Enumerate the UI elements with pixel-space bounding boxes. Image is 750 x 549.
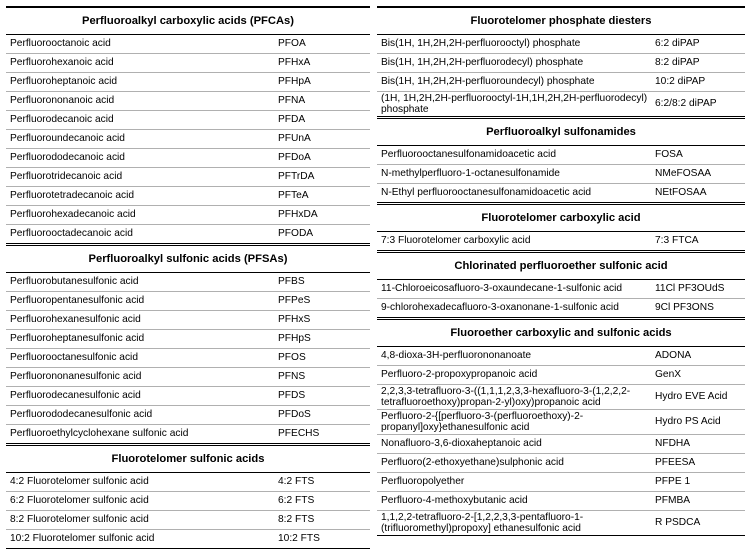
compound-abbreviation: PFEESA	[655, 457, 696, 468]
compound-name: Perfluorododecanoic acid	[10, 152, 125, 163]
table-row	[6, 92, 370, 111]
table-row	[6, 473, 370, 492]
compound-name: 9-chlorohexadecafluoro-3-oxanonane-1-sulfonic acid	[381, 302, 619, 313]
compound-abbreviation: PFOS	[278, 352, 306, 363]
compound-name: Perfluorododecanesulfonic acid	[10, 409, 153, 420]
compound-abbreviation: PFHpA	[278, 76, 311, 87]
table-row	[6, 149, 370, 168]
table-row	[377, 92, 745, 117]
compound-abbreviation: 6:2 FTS	[278, 495, 315, 506]
table-row	[6, 511, 370, 530]
compound-abbreviation: NFDHA	[655, 438, 691, 449]
compound-abbreviation: PFHxA	[278, 57, 311, 68]
compound-name: Perfluorooctanesulfonamidoacetic acid	[381, 149, 556, 160]
compound-abbreviation: 6:2/8:2 diPAP	[655, 98, 717, 109]
compound-name: 10:2 Fluorotelomer sulfonic acid	[10, 533, 155, 544]
compound-abbreviation: NEtFOSAA	[655, 187, 707, 198]
table-row	[6, 111, 370, 130]
compound-name: Perfluorotetradecanoic acid	[10, 190, 135, 201]
compound-abbreviation: 6:2 diPAP	[655, 38, 700, 49]
compound-name: Perfluorodecanoic acid	[10, 114, 114, 125]
compound-abbreviation: 8:2 diPAP	[655, 57, 700, 68]
compound-name: Nonafluoro-3,6-dioxaheptanoic acid	[381, 438, 542, 449]
compound-abbreviation: PFDoS	[278, 409, 311, 420]
table-row	[377, 54, 745, 73]
compound-name: 7:3 Fluorotelomer carboxylic acid	[381, 235, 531, 246]
table-row	[6, 349, 370, 368]
table-row	[377, 435, 745, 454]
compound-name: Perfluoroethylcyclohexane sulfonic acid	[10, 428, 189, 439]
section-header-fluoroether-carboxylic-and-sulfonic-acids: Fluoroether carboxylic and sulfonic acids	[377, 319, 745, 347]
table-row	[6, 425, 370, 444]
section-header-perfluoroalkyl-sulfonic-acids-pfsas: Perfluoroalkyl sulfonic acids (PFSAs)	[6, 245, 370, 273]
table-row	[6, 311, 370, 330]
table-row	[377, 146, 745, 165]
compound-abbreviation: 8:2 FTS	[278, 514, 315, 525]
left-column	[6, 6, 370, 549]
table-row	[377, 35, 745, 54]
compound-name: (1H, 1H,2H,2H-perfluorooctyl-1H,1H,2H,2H-perfluorodecyl) phosphate	[381, 93, 648, 115]
table-row	[377, 492, 745, 511]
table-row	[377, 184, 745, 203]
table-row	[6, 368, 370, 387]
compound-name: Perfluoro-4-methoxybutanic acid	[381, 495, 528, 506]
table-row	[377, 165, 745, 184]
table-row	[377, 366, 745, 385]
compound-name: 4:2 Fluorotelomer sulfonic acid	[10, 476, 149, 487]
table-row	[6, 54, 370, 73]
compound-abbreviation: PFBS	[278, 276, 305, 287]
compound-abbreviation: 7:3 FTCA	[655, 235, 699, 246]
table-row	[6, 225, 370, 244]
compound-abbreviation: PFNS	[278, 371, 306, 382]
table-row	[6, 330, 370, 349]
table-row	[377, 473, 745, 492]
compound-name: Perfluoro(2-ethoxyethane)sulphonic acid	[381, 457, 564, 468]
compound-name: Perfluoro-2-{[perfluoro-3-(perfluoroethoxy)-2-propanyl]oxy}ethanesulfonic acid	[381, 411, 584, 433]
compound-abbreviation: GenX	[655, 369, 682, 380]
compound-name: 2,2,3,3-tetrafluoro-3-((1,1,1,2,3,3-hexafluoro-3-(1,2,2,2-tetrafluoroethoxy)propan-2-yl)oxy)propanoic acid	[381, 386, 631, 408]
compound-name: Perfluoropentanesulfonic acid	[10, 295, 145, 306]
compound-abbreviation: 10:2 FTS	[278, 533, 320, 544]
compound-name: Bis(1H, 1H,2H,2H-perfluoroundecyl) phosphate	[381, 76, 595, 87]
compound-name: Perfluorooctanoic acid	[10, 38, 111, 49]
compound-name: 1,1,2,2-tetrafluoro-2-[1,2,2,3,3-pentafluoro-1-(trifluoromethyl)propoxy] ethanesulfonic acid	[381, 512, 584, 534]
right-column	[377, 6, 745, 536]
compound-abbreviation: NMeFOSAA	[655, 168, 712, 179]
compound-name: Bis(1H, 1H,2H,2H-perfluorodecyl) phosphate	[381, 57, 584, 68]
section-header-chlorinated-perfluoroether-sulfonic-acid: Chlorinated perfluoroether sulfonic acid	[377, 252, 745, 280]
compound-name: Perfluorohexadecanoic acid	[10, 209, 136, 220]
compound-abbreviation: 11Cl PF3OUdS	[655, 283, 725, 294]
compound-abbreviation: PFTeA	[278, 190, 309, 201]
compound-name: Perfluorotridecanoic acid	[10, 171, 123, 182]
compound-abbreviation: PFDoA	[278, 152, 311, 163]
compound-abbreviation: ADONA	[655, 350, 692, 361]
section-header-fluorotelomer-carboxylic-acid: Fluorotelomer carboxylic acid	[377, 204, 745, 232]
table-row	[6, 130, 370, 149]
table-row	[377, 73, 745, 92]
compound-name: Perfluorodecanesulfonic acid	[10, 390, 141, 401]
compound-name: 6:2 Fluorotelomer sulfonic acid	[10, 495, 149, 506]
compound-abbreviation: Hydro EVE Acid	[655, 391, 728, 402]
compound-abbreviation: 4:2 FTS	[278, 476, 315, 487]
compound-abbreviation: PFPeS	[278, 295, 311, 306]
table-row	[6, 73, 370, 92]
compound-abbreviation: Hydro PS Acid	[655, 416, 721, 427]
compound-abbreviation: PFMBA	[655, 495, 691, 506]
compound-abbreviation: PFNA	[278, 95, 306, 106]
compound-abbreviation: R PSDCA	[655, 517, 701, 528]
compound-abbreviation: PFUnA	[278, 133, 311, 144]
compound-name: Perfluorobutanesulfonic acid	[10, 276, 139, 287]
compound-abbreviation: FOSA	[655, 149, 683, 160]
table-row	[6, 168, 370, 187]
table-row	[377, 347, 745, 366]
table-row	[6, 387, 370, 406]
compound-abbreviation: PFPE 1	[655, 476, 691, 487]
table-row	[6, 492, 370, 511]
compound-name: Perfluorooctanesulfonic acid	[10, 352, 138, 363]
table-row	[377, 385, 745, 410]
table-row	[377, 299, 745, 318]
table-row	[6, 35, 370, 54]
compound-abbreviation: PFOA	[278, 38, 306, 49]
compound-abbreviation: PFDA	[278, 114, 306, 125]
table-row	[6, 206, 370, 225]
compound-name: Perfluoroundecanoic acid	[10, 133, 125, 144]
compound-abbreviation: PFHxDA	[278, 209, 318, 220]
compound-name: Perfluorohexanoic acid	[10, 57, 114, 68]
table-row	[6, 273, 370, 292]
compound-name: N-Ethyl perfluorooctanesulfonamidoacetic acid	[381, 187, 592, 198]
compound-name: Perfluoropolyether	[381, 476, 465, 487]
compound-name: Bis(1H, 1H,2H,2H-perfluorooctyl) phosphate	[381, 38, 581, 49]
section-header-fluorotelomer-sulfonic-acids: Fluorotelomer sulfonic acids	[6, 445, 370, 473]
compound-abbreviation: 9Cl PF3ONS	[655, 302, 714, 313]
compound-abbreviation: PFHpS	[278, 333, 311, 344]
compound-abbreviation: 10:2 diPAP	[655, 76, 706, 87]
compound-name: N-methylperfluoro-1-octanesulfonamide	[381, 168, 560, 179]
compound-abbreviation: PFDS	[278, 390, 306, 401]
table-row	[6, 406, 370, 425]
compound-name: 11-Chloroeicosafluoro-3-oxaundecane-1-sulfonic acid	[381, 283, 623, 294]
section-header-perfluoroalkyl-carboxylic-acids-pfcas: Perfluoroalkyl carboxylic acids (PFCAs)	[6, 6, 370, 35]
table-row	[6, 187, 370, 206]
table-row	[6, 292, 370, 311]
table-row	[377, 511, 745, 536]
compound-abbreviation: PFHxS	[278, 314, 311, 325]
compound-name: Perfluoroheptanesulfonic acid	[10, 333, 145, 344]
table-row	[377, 454, 745, 473]
compound-name: Perfluoro-2-propoxypropanoic acid	[381, 369, 538, 380]
section-header-perfluoroalkyl-sulfonamides: Perfluoroalkyl sulfonamides	[377, 118, 745, 146]
compound-abbreviation: PFECHS	[278, 428, 320, 439]
compound-name: Perfluorononanesulfonic acid	[10, 371, 142, 382]
compound-name: Perfluoroheptanoic acid	[10, 76, 118, 87]
compound-abbreviation: PFTrDA	[278, 171, 315, 182]
compound-name: Perfluorooctadecanoic acid	[10, 228, 133, 239]
table-row	[377, 280, 745, 299]
section-header-fluorotelomer-phosphate-diesters: Fluorotelomer phosphate diesters	[377, 6, 745, 35]
compound-name: 4,8-dioxa-3H-perfluorononanoate	[381, 350, 532, 361]
compound-name: Perfluorohexanesulfonic acid	[10, 314, 141, 325]
compound-abbreviation: PFODA	[278, 228, 314, 239]
table-row	[377, 410, 745, 435]
table-row	[377, 232, 745, 251]
compound-name: Perfluorononanoic acid	[10, 95, 115, 106]
compound-name: 8:2 Fluorotelomer sulfonic acid	[10, 514, 149, 525]
